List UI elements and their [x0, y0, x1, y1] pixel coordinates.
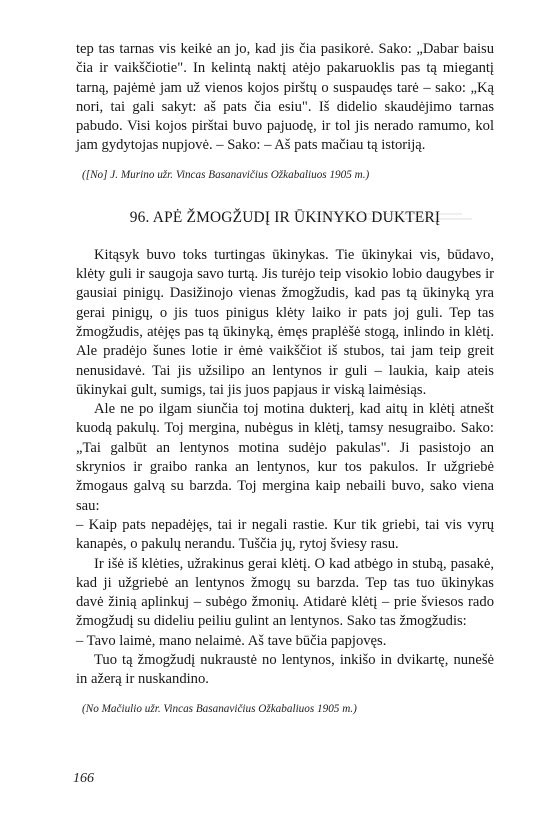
story-dialogue-paragraph: – Kaip pats nepadėjęs, tai ir negali rastie. Kur tik griebi, tai vis vyrų kanapės, o pakulų nerandu. Tuščia jų, rytoj šviesy rasu.	[76, 516, 494, 553]
page-number: 166	[73, 771, 94, 786]
story-title: 96. APĖ ŽMOGŽUDĮ IR ŪKINYKO DUKTERĮ	[129, 208, 441, 226]
page-content	[76, 40, 494, 716]
story-continuation-paragraph: tep tas tarnas vis keikė an jo, kad jis čia pasikorė. Sako: „Dabar baisu čia ir vaikščiotie". In kelintą naktį atėjo pakaruoklis pas tą miegantį tarną, pajėmė jam už vienos kojos pirštų o suspaudęs tarė – sako: „Ką nori, tai gali sakyt: aš pats čia esiu". Iš didelio skaudėjimo tarnas pabudo. Visi kojos pirštai buvo pajuodę, ir tol jis nerado ramumo, kol jam gydytojas nupjovė. – Sako: – Aš pats mačiau tą istoriją.	[76, 41, 494, 154]
story-source-note: ([No] J. Murino užr. Vincas Basanavičius Ožkabaliuos 1905 m.)	[82, 168, 370, 181]
story-source-note: (No Mačiulio užr. Vincas Basanavičius Ožkabaliuos 1905 m.)	[82, 702, 357, 715]
story-paragraph: Tuo tą žmogžudį nukraustė no lentynos, inkišo in dvikartę, nunešė in ažerą ir nuskandino.	[76, 652, 494, 688]
story-dialogue-paragraph: – Tavo laimė, mano nelaimė. Aš tave būčia papjovęs.	[76, 632, 387, 649]
story-paragraph: Ir išė iš klėties, užrakinus gerai klėtį. O kad atbėgo in stubą, pasakė, kad ji užgriebė an lentynos žmogų su barzda. Tep tas tuo ūkinykas davė žinią aplinkuj – subėgo žmonių. Atidarė klėtį – prie šviesos rado žmogžudį su dideliu peiliu gulint an lentynos. Sako tas žmogžudis:	[76, 555, 494, 630]
story-paragraph: Ale ne po ilgam siunčia toj motina dukterį, kad aitų in klėtį atnešt kuodą pakulų. Toj mergina, nubėgus in klėtį, tamsy nesugraibo. Sako: „Tai galbūt an lentynos motina sudėjo pakulas". Ji pasistojo an skrynios ir graibo ranka an lentynos, kur tos pakulos. Ir užgriebė žmogaus galvą su barzda. Toj mergina kaip nebaili buvo, sako viena sau:	[76, 401, 494, 514]
story-paragraph: Kitąsyk buvo toks turtingas ūkinykas. Tie ūkinykai vis, būdavo, klėty guli ir saugoja savo turtą. Jis turėjo teip visokio lobio daugybes ir gausiai pinigų. Dasižinojo vienas žmogžudis, kad pas tą ūkinyką yra gerai pinigų, o jis tuos pinigus klėty laiko ir pats joj guli. Tep tas žmogžudis, atėjęs pas tą ūkinyką, ėmęs praplėšė stogą, inlindo in klėtį. Ale pradėjo šunes lotie ir ėmė vaikščiot iš stubos, tai jam teip greit nenusidavė. Tai jis užsilipo an lentynos ir guli – laukia, kaip ateis ūkinykai gult, sumigs, tai jis juos papjaus ir viską laimėsiąs.	[76, 246, 494, 398]
